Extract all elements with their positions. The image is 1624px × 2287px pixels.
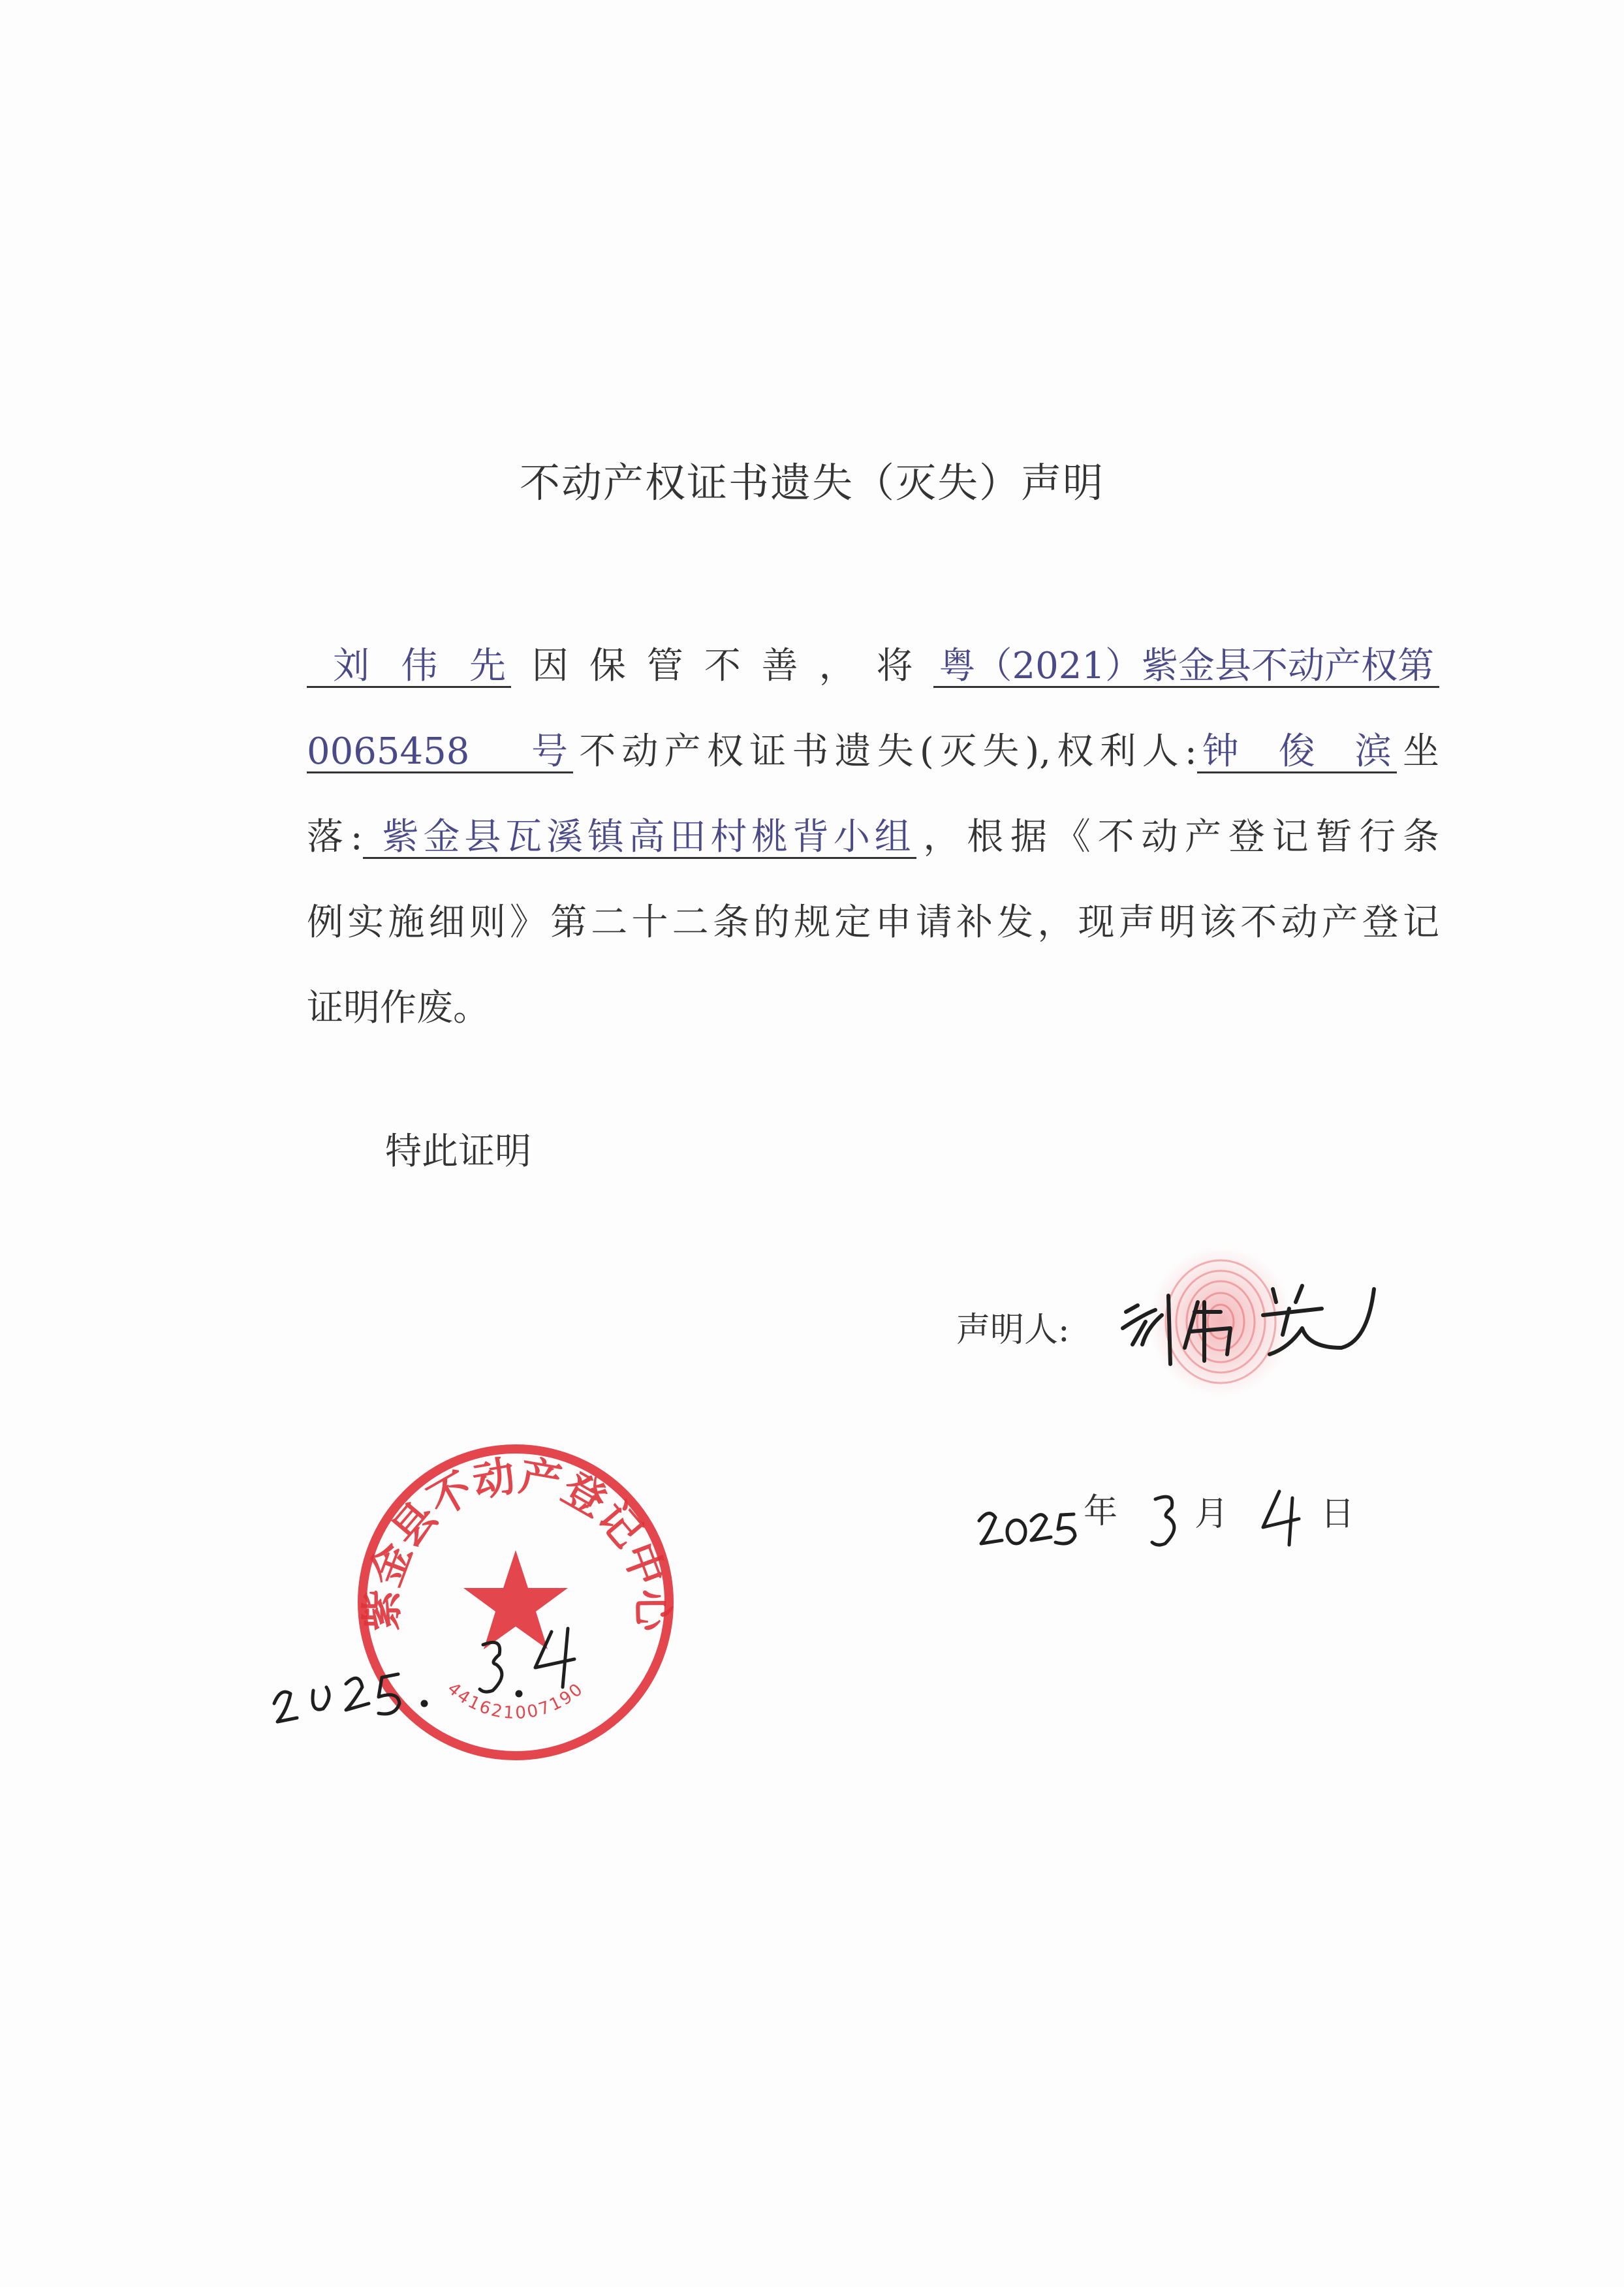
handwritten-margin-date — [261, 1606, 666, 1736]
year-unit: 年 — [1084, 1492, 1118, 1531]
handwritten-signature — [1106, 1250, 1381, 1380]
location-field: 紫金县瓦溪镇高田村桃背小组 — [363, 818, 916, 859]
declaration-paragraph — [307, 623, 1439, 1051]
paragraph-text-6: 证明作废。 — [307, 987, 490, 1029]
certificate-number-field-part2: 0065458号 — [307, 732, 573, 773]
date-year-handwritten — [979, 1514, 1075, 1544]
paragraph-text-4: ，根据《不动产登记暂行条 — [916, 816, 1440, 858]
date-day-handwritten — [1263, 1491, 1299, 1545]
seal-number: 441621007190 — [443, 1679, 588, 1724]
certificate-number-field-part1: 粤（2021）紫金县不动产权第 — [933, 647, 1439, 688]
paragraph-line-4 — [307, 880, 1439, 965]
seal-ring-text: 紫金县不动产登记中心 — [358, 1452, 676, 1632]
declarant-label: 声明人: — [956, 1311, 1070, 1350]
declaration-date — [976, 1472, 1381, 1557]
paragraph-line-3 — [307, 794, 1439, 880]
paragraph-text-1: 因保管不善，将 — [511, 645, 934, 687]
closing-statement: 特此证明 — [385, 1130, 531, 1173]
paragraph-text-3b: 落: — [307, 816, 363, 858]
paragraph-text-5: 例实施细则》第二十二条的规定申请补发，现声明该不动产登记 — [307, 901, 1439, 944]
month-unit: 月 — [1195, 1495, 1229, 1534]
document-title: 不动产权证书遗失（灭失）声明 — [519, 459, 1104, 506]
paragraph-text-2: 不动产权证书遗失(灭失),权利人: — [573, 730, 1197, 773]
rights-holder-field: 钟俊滨 — [1197, 732, 1397, 773]
paragraph-line-2 — [307, 709, 1439, 794]
paragraph-line-5 — [307, 965, 1439, 1051]
date-month-handwritten — [1152, 1497, 1174, 1545]
paragraph-text-3a: 坐 — [1396, 730, 1439, 773]
paragraph-line-1 — [307, 623, 1439, 709]
owner-name-field: 刘伟先 — [307, 647, 511, 688]
day-unit: 日 — [1320, 1495, 1355, 1534]
